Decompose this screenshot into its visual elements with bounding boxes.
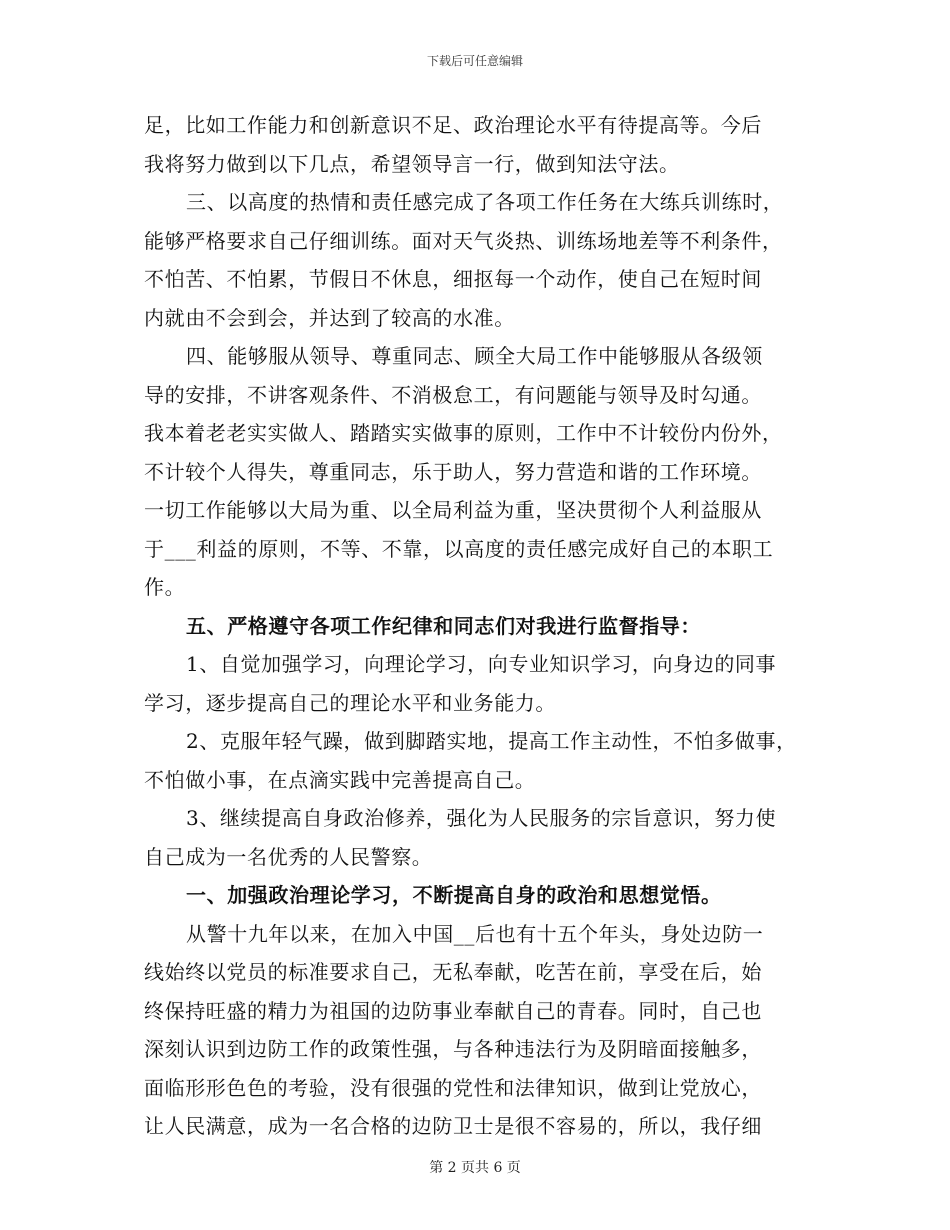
text-line: 一切工作能够以大局为重、以全局利益为重，坚决贯彻个人利益服从 bbox=[144, 498, 762, 522]
text-line: 学习，逐步提高自己的理论水平和业务能力。 bbox=[144, 690, 556, 715]
text-line: 导的安排，不讲客观条件、不消极怠工，有问题能与领导及时勾通。 bbox=[144, 382, 762, 407]
section-heading: 五、严格遵守各项工作纪律和同志们对我进行监督指导： bbox=[186, 613, 701, 638]
text-line: 作。 bbox=[144, 575, 186, 599]
paragraph-start-line: 四、能够服从领导、尊重同志、顾全大局工作中能够服从各级领 bbox=[186, 344, 763, 368]
text-line: 面临形形色色的考验，没有很强的党性和法律知识，做到让党放心， bbox=[144, 1075, 762, 1100]
paragraph-start-line: 三、以高度的热情和责任感完成了各项工作任务在大练兵训练时， bbox=[186, 190, 784, 214]
text-line: 不怕做小事，在点滴实践中完善提高自己。 bbox=[144, 767, 536, 792]
section-heading: 一、加强政治理论学习，不断提高自身的政治和思想觉悟。 bbox=[186, 883, 722, 907]
text-line: 足，比如工作能力和创新意识不足、政治理论水平有待提高等。今后 bbox=[144, 113, 762, 137]
text-line: 我将努力做到以下几点，希望领导言一行，做到知法守法。 bbox=[144, 151, 680, 176]
paragraph-start-line: 3、继续提高自身政治修养，强化为人民服务的宗旨意识，努力使 bbox=[186, 806, 777, 830]
paragraph-start-line: 1、自觉加强学习，向理论学习，向专业知识学习，向身边的同事 bbox=[186, 652, 777, 676]
text-line: 线始终以党员的标准要求自己，无私奉献，吃苦在前，享受在后，始 bbox=[144, 960, 762, 984]
document-body bbox=[144, 106, 824, 1146]
text-line: 让人民满意，成为一名合格的边防卫士是很不容易的，所以，我仔细 bbox=[144, 1114, 762, 1138]
text-line: 深刻认识到边防工作的政策性强，与各种违法行为及阴暗面接触多， bbox=[144, 1037, 762, 1061]
text-line: 能够严格要求自己仔细训练。面对天气炎热、训练场地差等不利条件， bbox=[144, 228, 783, 253]
text-line: 自己成为一名优秀的人民警察。 bbox=[144, 844, 433, 869]
text-line: 我本着老老实实做人、踏踏实实做事的原则，工作中不计较份内份外， bbox=[144, 421, 783, 445]
text-line: 终保持旺盛的精力为祖国的边防事业奉献自己的青春。同时，自己也 bbox=[144, 998, 762, 1023]
text-line: 于___利益的原则，不等、不靠，以高度的责任感完成好自己的本职工 bbox=[144, 536, 774, 561]
text-line: 不怕苦、不怕累，节假日不休息，细抠每一个动作，使自己在短时间 bbox=[144, 267, 762, 291]
text-line: 内就由不会到会，并达到了较高的水准。 bbox=[144, 305, 515, 330]
paragraph-start-line: 2、克服年轻气躁，做到脚踏实地，提高工作主动性，不怕多做事， bbox=[186, 729, 797, 753]
page-number-footer: 第 2 页共 6 页 bbox=[429, 1160, 521, 1176]
page-header: 下载后可任意编辑 bbox=[426, 54, 523, 68]
text-line: 不计较个人得失，尊重同志，乐于助人，努力营造和谐的工作环境。 bbox=[144, 459, 762, 484]
paragraph-start-line: 从警十九年以来，在加入中国__后也有十五个年头，身处边防一 bbox=[186, 921, 764, 946]
